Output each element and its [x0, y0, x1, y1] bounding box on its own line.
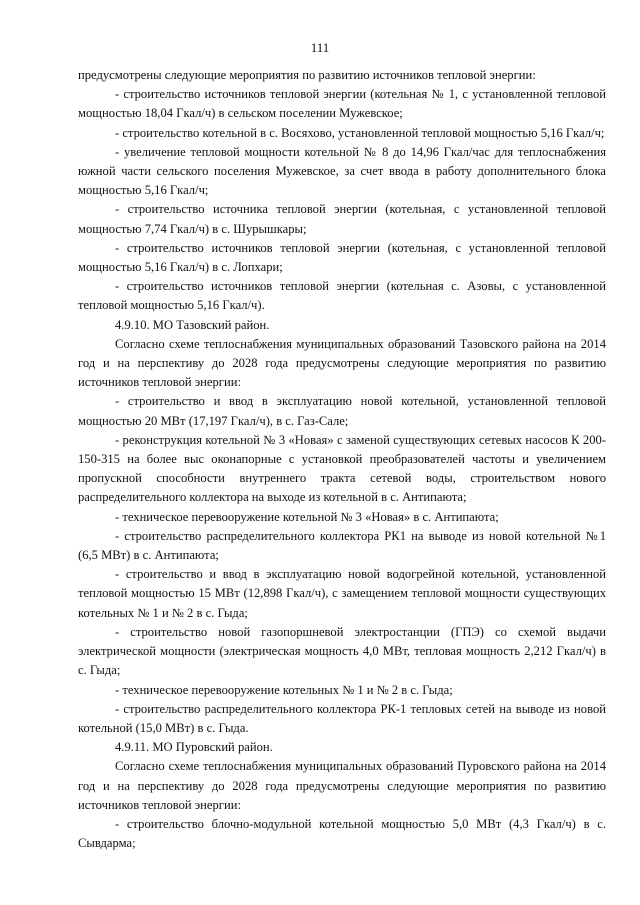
paragraph: Согласно схеме теплоснабжения муниципальных образований Тазовского района на 2014 год и на перспективу до 2028 года предусмотрены следующие мероприятия по развитию источников тепловой энергии: — [78, 336, 606, 390]
paragraph: - строительство новой газопоршневой электростанции (ГПЭ) со схемой выдачи электрической мощности (электрическая мощность 4,0 МВт, тепловая мощность 2,212 Гкал/ч) в с. Гыда; — [78, 624, 606, 678]
paragraph: - реконструкция котельной № 3 «Новая» с заменой существующих сетевых насосов К 200-150-315 на более выс оконапорные с установкой преобразователей частоты и увеличением пропускной способности внутреннего тракта сетевой воды, строительством нового распределительного коллектора на выходе из котельной в с. Антипаюта; — [78, 432, 606, 505]
paragraph: - строительство котельной в с. Восяхово, установленной тепловой мощностью 5,16 Гкал/ч; — [115, 125, 605, 140]
paragraph: - строительство и ввод в эксплуатацию новой водогрейной котельной, установленной тепловой мощностью 15 МВт (12,898 Гкал/ч), с замещением тепловой мощности существующих котельных № 1 и № 2 в с. Гыда; — [78, 567, 606, 620]
paragraph: - строительство источников тепловой энергии (котельная с. Азовы, с установленной тепловой мощностью 5,16 Гкал/ч). — [78, 279, 606, 313]
paragraph: - техническое перевооружение котельных № 1 и № 2 в с. Гыда; — [115, 682, 453, 697]
paragraph: 4.9.11. МО Пуровский район. — [115, 740, 273, 755]
page-number: 111 — [310, 40, 330, 55]
paragraph: - строительство источников тепловой энергии (котельная № 1, с установленной тепловой мощностью 18,04 Гкал/ч) в сельском поселении Мужевское; — [78, 87, 606, 121]
paragraph: предусмотрены следующие мероприятия по развитию источников тепловой энергии: — [78, 68, 536, 82]
paragraph: - строительство источников тепловой энергии (котельная, с установленной тепловой мощностью 5,16 Гкал/ч) в с. Лопхари; — [78, 240, 606, 275]
paragraph: - строительство распределительного коллектора РК1 на выводе из новой котельной №1 (6,5 МВт) в с. Антипаюта; — [78, 528, 606, 563]
paragraph: - строительство и ввод в эксплуатацию новой котельной, установленной тепловой мощностью 20 МВт (17,197 Гкал/ч), в с. Газ-Сале; — [78, 394, 606, 428]
paragraph: - строительство блочно-модульной котельной мощностью 5,0 МВт (4,3 Гкал/ч) в с. Сывдарма; — [78, 816, 606, 851]
paragraph: - увеличение тепловой мощности котельной № 8 до 14,96 Гкал/час для теплоснабжения южной части сельского поселения Мужевское, за счет ввода в работу дополнительного блока мощностью 5,16 Гкал/ч; — [78, 144, 606, 198]
paragraph: Согласно схеме теплоснабжения муниципальных образований Пуровского района на 2014 год и на перспективу до 2028 года предусмотрены следующие мероприятия по развитию источников тепловой энергии: — [78, 759, 606, 812]
paragraph: - техническое перевооружение котельной № 3 «Новая» в с. Антипаюта; — [115, 509, 499, 524]
document-body — [78, 66, 606, 853]
paragraph: - строительство распределительного коллектора РК-1 тепловых сетей на выводе из новой котельной (15,0 МВт) в с. Гыда. — [78, 701, 606, 735]
paragraph: 4.9.10. МО Тазовский район. — [115, 317, 270, 332]
paragraph: - строительство источника тепловой энергии (котельная, с установленной тепловой мощностью 7,74 Гкал/ч) в с. Шурышкары; — [78, 202, 606, 236]
